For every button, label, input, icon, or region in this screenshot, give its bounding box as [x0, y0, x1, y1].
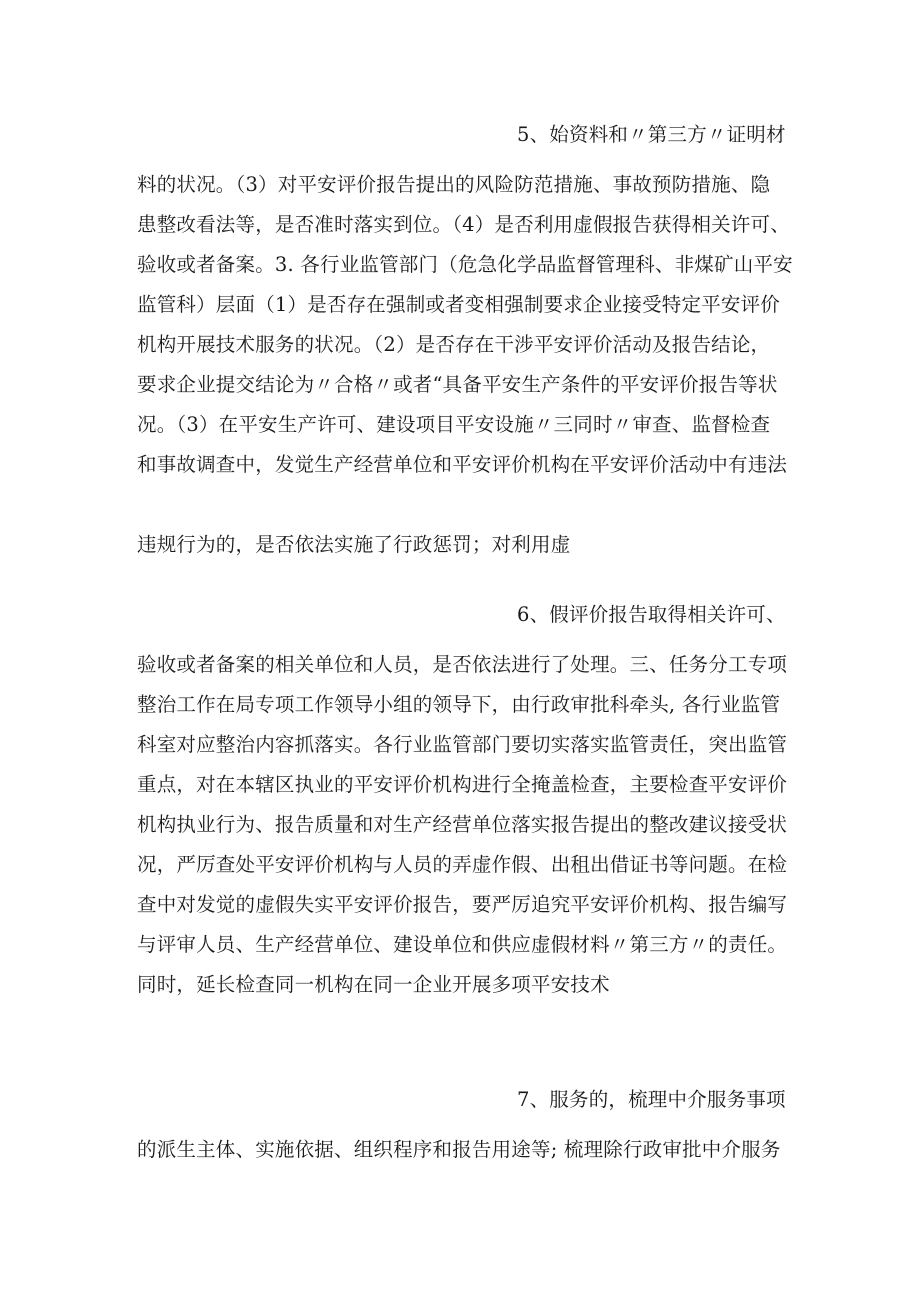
text-line-16: 重点，对在本辖区执业的平安评价机构进行全掩盖检查，主要检查平安评价 — [137, 773, 788, 796]
text-line-14: 整治工作在局专项工作领导小组的领导下，由行政审批科牵头, 各行业监管 — [137, 693, 781, 716]
text-line-21: 同时，延长检查同一机构在同一企业开展多项平安技术 — [137, 973, 610, 996]
text-line-11: 6、假评价报告取得相关许可、 — [517, 603, 786, 626]
text-line-8: 况。（3）在平安生产许可、建设项目平安设施〃三同时〃审查、监督检查 — [137, 413, 771, 436]
text-line-20: 与评审人员、生产经营单位、建设单位和供应虚假材料〃第三方〃的责任。 — [137, 933, 788, 956]
text-line-10: 违规行为的，是否依法实施了行政惩罚；对利用虚 — [137, 533, 571, 556]
text-line-23: 7、服务的，梳理中介服务事项 — [517, 1088, 786, 1111]
text-line-18: 况，严厉查处平安评价机构与人员的弄虚作假、出租出借证书等问题。在检 — [137, 853, 788, 876]
text-line-15: 科室对应整治内容抓落实。各行业监管部门要切实落实监管责任，突出监管 — [137, 733, 788, 756]
text-line-24: 的派生主体、实施依据、组织程序和报告用途等; 梳理除行政审批中介服务 — [137, 1138, 781, 1161]
text-line-19: 查中对发觉的虚假失实平安评价报告，要严厉追究平安评价机构、报告编写 — [137, 893, 788, 916]
text-line-3: 患整改看法等，是否准时落实到位。（4）是否利用虚假报告获得相关许可、 — [137, 213, 790, 236]
text-line-4: 验收或者备案。3. 各行业监管部门（危急化学品监督管理科、非煤矿山平安 — [137, 253, 793, 276]
text-line-1: 5、始资料和〃第三方〃证明材 — [517, 123, 786, 146]
text-line-6: 机构开展技术服务的状况。（2）是否存在干涉平安评价活动及报告结论， — [137, 333, 771, 356]
text-line-9: 和事故调查中，发觉生产经营单位和平安评价机构在平安评价活动中有违法 — [137, 453, 788, 476]
text-line-13: 验收或者备案的相关单位和人员，是否依法进行了处理。三、任务分工专项 — [137, 653, 788, 676]
text-line-2: 料的状况。（3）对平安评价报告提出的风险防范措施、事故预防措施、隐 — [137, 173, 771, 196]
text-line-5: 监管科）层面（1）是否存在强制或者变相强制要求企业接受特定平安评价 — [137, 293, 781, 316]
text-line-7: 要求企业提交结论为〃合格〃或者“具备平安生产条件的平安评价报告等状 — [137, 373, 778, 396]
text-line-17: 机构执业行为、报告质量和对生产经营单位落实报告提出的整改建议接受状 — [137, 813, 788, 836]
